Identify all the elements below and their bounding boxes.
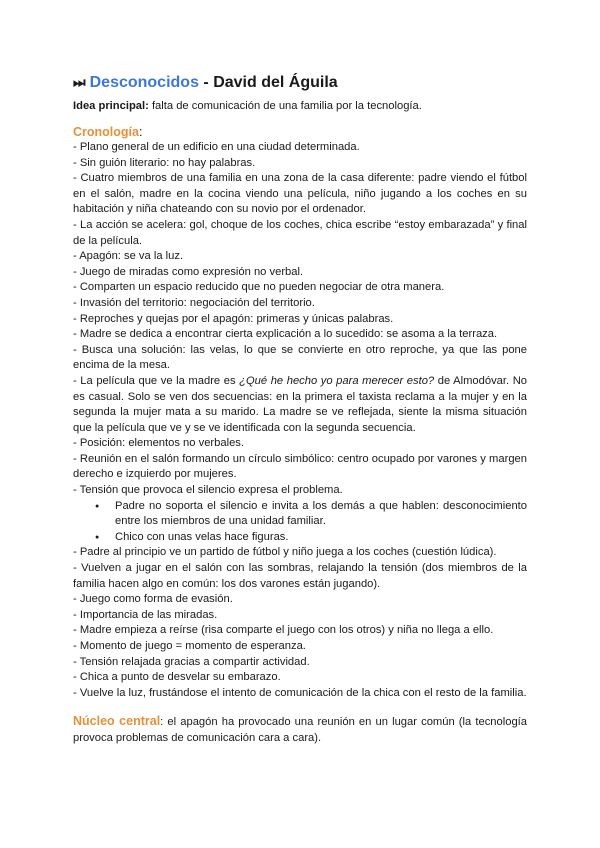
list-item-pelicula: [73, 374, 527, 436]
pelicula-before: - La película que ve la madre es: [73, 374, 240, 387]
list-item: - Posición: elementos no verbales.: [73, 437, 245, 450]
list-item: - Invasión del territorio: negociación del territorio.: [73, 296, 315, 309]
list-item: - Chica a punto de desvelar su embarazo.: [73, 671, 281, 684]
list-item: - Cuatro miembros de una familia en una zona de la casa diferente: padre viendo el fútbol en el salón, madre en la cocina viendo una película, niño jugando a los coches en su habitación y niña chateando con su novio por el ordenador.: [73, 172, 527, 216]
list-item: - Plano general de un edificio en una ciudad determinada.: [73, 141, 360, 153]
list-item: - Juego como forma de evasión.: [73, 593, 233, 606]
list-item: - Tensión que provoca el silencio expresa el problema.: [73, 484, 343, 497]
nucleo-central: [73, 713, 527, 746]
nucleo-label: Núcleo central: [73, 714, 161, 729]
idea-text: falta de comunicación de una familia por la tecnología.: [148, 100, 422, 112]
list-item: - Apagón: se va la luz.: [73, 250, 184, 263]
list-item: - Tensión relajada gracias a compartir actividad.: [73, 655, 310, 668]
author-name: David del Águila: [213, 74, 338, 91]
pelicula-after: de Almodóvar. No es casual. Solo se ven dos secuencias: en la primera el taxista reclama a la mujer y en la segunda la mujer mata a su marido. La madre se ve reflejada, siente la misma situación que la película que ve y se ve identificada con la segunda secuencia.: [73, 374, 528, 434]
cronologia-list: [73, 140, 527, 701]
list-item: - Vuelven a jugar en el salón con las sombras, relajando la tensión (dos miembros de la familia hacen algo en común: los dos varones están jugando).: [73, 562, 527, 590]
list-item: - Madre se dedica a encontrar cierta explicación a lo sucedido: se asoma a la terraza.: [73, 328, 498, 341]
bullet-list: [73, 499, 527, 546]
fast-forward-icon: ⏭: [73, 74, 86, 90]
cronologia-heading: [73, 124, 527, 140]
cronologia-colon: :: [138, 125, 143, 139]
cronologia-label: Cronología: [73, 125, 139, 139]
film-title: Desconocidos: [89, 74, 199, 91]
list-item: - Importancia de las miradas.: [73, 608, 218, 621]
list-item: - Comparten un espacio reducido que no pueden negociar de otra manera.: [73, 281, 445, 294]
pelicula-title: ¿Qué he hecho yo para merecer esto?: [239, 374, 435, 387]
list-item: - Reunión en el salón formando un círculo simbólico: centro ocupado por varones y margen derecho e izquierdo por mujeres.: [73, 452, 527, 481]
document-title: [73, 72, 527, 93]
list-item: - Madre empieza a reírse (risa comparte el juego con los otros) y niña no llega a ello.: [73, 624, 494, 637]
list-item: - Juego de miradas como expresión no verbal.: [73, 265, 304, 278]
list-item: - Vuelve la luz, frustándose el intento de comunicación de la chica con el resto de la familia.: [73, 686, 527, 699]
list-item: - Sin guión literario: no hay palabras.: [73, 156, 256, 169]
list-item: - La acción se acelera: gol, choque de los coches, chica escribe “estoy embarazada” y final de la película.: [73, 218, 527, 247]
list-item: - Momento de juego = momento de esperanza.: [73, 640, 306, 652]
list-item: - Busca una solución: las velas, lo que se convierte en otro reproche, ya que las pone encima de la mesa.: [73, 343, 527, 372]
bullet-item: ● Padre no soporta el silencio e invita a los demás a que hablen: desconocimiento entre los miembros de una unidad familiar.: [103, 499, 527, 530]
bullet-item: ● Chico con unas velas hace figuras.: [103, 530, 527, 546]
list-item: - Padre al principio ve un partido de fútbol y niño juega a los coches (cuestión lúdica).: [73, 546, 497, 559]
list-item: - Reproches y quejas por el apagón: primeras y únicas palabras.: [73, 312, 394, 325]
idea-label: Idea principal:: [73, 100, 149, 112]
title-separator: -: [198, 74, 214, 91]
idea-principal: [73, 99, 527, 114]
nucleo-text: : el apagón ha provocado una reunión en un lugar común (la tecnología provoca problemas de comunicación cara a cara).: [73, 716, 528, 745]
